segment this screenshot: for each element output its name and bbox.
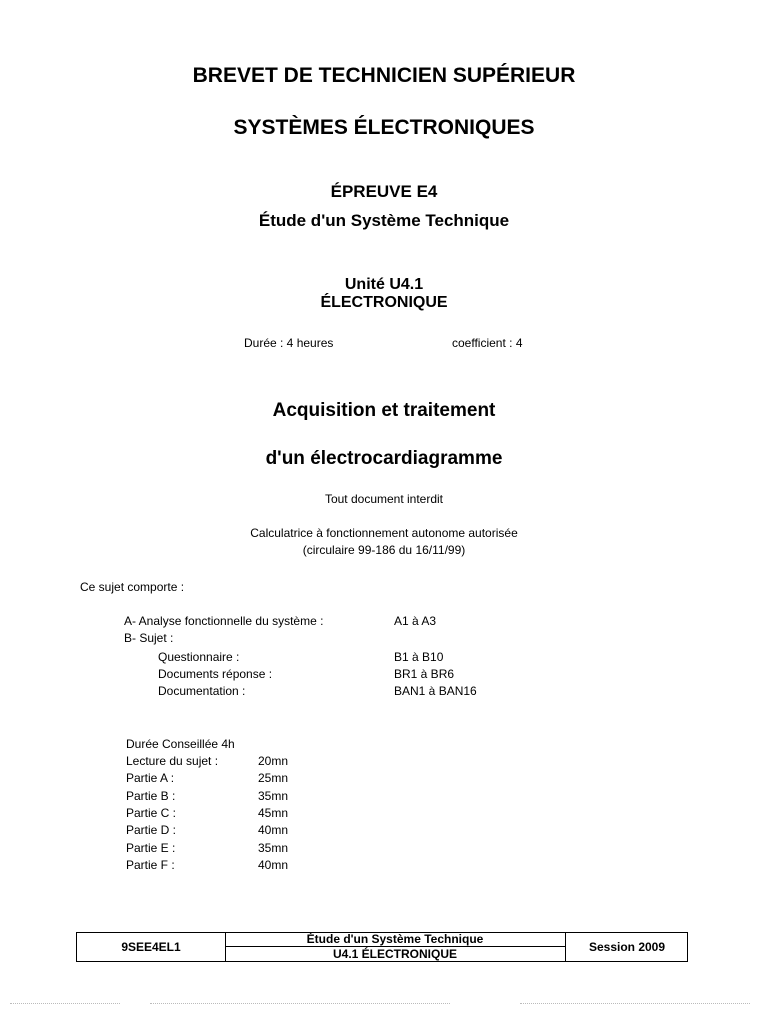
timing-row-label: Partie E : — [126, 841, 176, 855]
timing-row-value: 35mn — [258, 841, 289, 855]
coefficient-text: coefficient : 4 — [452, 336, 523, 350]
contents-item-value: BR1 à BR6 — [394, 667, 455, 681]
contents-item-value: A1 à A3 — [394, 614, 437, 628]
timing-row-label: Partie A : — [126, 771, 175, 785]
timing-row-label: Partie B : — [126, 789, 176, 803]
scan-artifact — [520, 1003, 750, 1004]
scan-artifact — [150, 1003, 450, 1004]
timing-row-value: 25mn — [258, 771, 289, 785]
timing-row-label: Partie D : — [126, 823, 177, 837]
timing-row-label: Lecture du sujet : — [126, 754, 219, 768]
contents-item-value: B1 à B10 — [394, 650, 444, 664]
rule-no-documents: Tout document interdit — [324, 492, 444, 506]
contents-item-label: B- Sujet : — [124, 631, 174, 645]
subject-title-line-1: Acquisition et traitement — [272, 400, 496, 421]
timing-row-value: 40mn — [258, 823, 289, 837]
subject-title-line-2: d'un électrocardiagramme — [265, 448, 503, 469]
rule-calculator: Calculatrice à fonctionnement autonome autorisée — [250, 526, 518, 540]
footer-title-line-2: U4.1 ÉLECTRONIQUE — [332, 947, 458, 961]
title-line-2: SYSTÈMES ÉLECTRONIQUES — [233, 116, 535, 139]
timing-row-label: Partie C : — [126, 806, 177, 820]
epreuve-title: ÉPREUVE E4 — [330, 182, 438, 201]
rule-circular: (circulaire 99-186 du 16/11/99) — [302, 543, 466, 557]
contents-item-label: A- Analyse fonctionnelle du système : — [124, 614, 324, 628]
unite-subject: ÉLECTRONIQUE — [320, 294, 448, 311]
contents-item-label: Documents réponse : — [158, 667, 273, 681]
contents-item-value: BAN1 à BAN16 — [394, 684, 477, 698]
timing-row-value: 20mn — [258, 754, 289, 768]
timing-row-label: Partie F : — [126, 858, 175, 872]
duration-text: Durée : 4 heures — [244, 336, 334, 350]
footer-title-cell — [225, 933, 566, 961]
title-line-1: BREVET DE TECHNICIEN SUPÉRIEUR — [192, 64, 576, 87]
contents-intro: Ce sujet comporte : — [80, 580, 185, 594]
timing-row-value: 35mn — [258, 789, 289, 803]
footer-session: Session 2009 — [588, 940, 666, 954]
unite-label: Unité U4.1 — [344, 276, 424, 293]
epreuve-subtitle: Étude d'un Système Technique — [258, 211, 510, 230]
timing-title: Durée Conseillée 4h — [126, 737, 235, 751]
timing-row-value: 40mn — [258, 858, 289, 872]
footer-table — [76, 932, 688, 962]
contents-item-label: Documentation : — [158, 684, 246, 698]
contents-item-label: Questionnaire : — [158, 650, 240, 664]
footer-code: 9SEE4EL1 — [77, 933, 226, 961]
timing-row-value: 45mn — [258, 806, 289, 820]
scan-artifact — [10, 1003, 120, 1004]
footer-title-line-1: Étude d'un Système Technique — [225, 933, 565, 947]
